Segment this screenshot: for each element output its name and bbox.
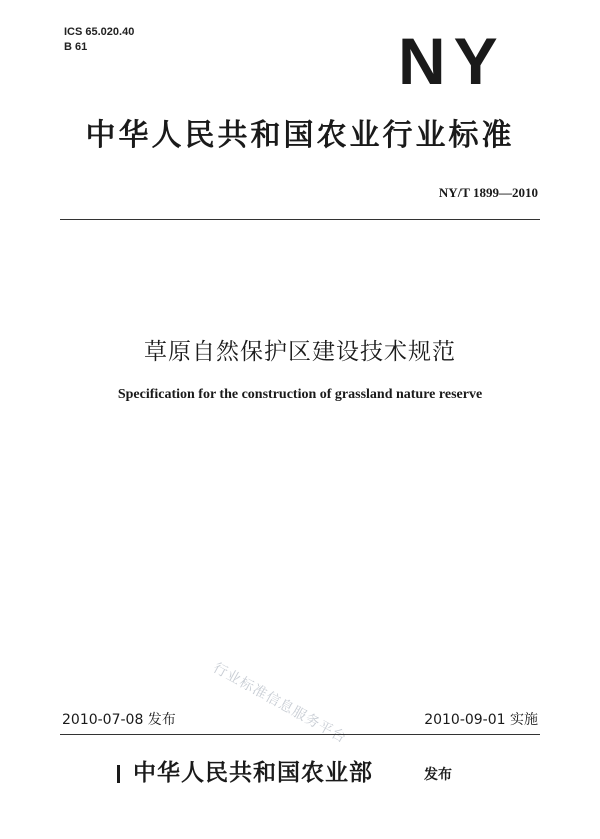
document-title-chinese: 草原自然保护区建设技术规范 (144, 339, 456, 365)
bottom-divider (60, 734, 540, 735)
standard-type-title: 中华人民共和国农业行业标准 (85, 118, 515, 153)
classification-code: B 61 (64, 41, 88, 53)
watermark: 行业标准信息服务平台 (210, 660, 350, 747)
publisher-marker (117, 765, 120, 783)
document-title-english: Specification for the construction of grassland nature reserve (117, 387, 483, 402)
publisher-name: 中华人民共和国农业部 (133, 760, 373, 786)
standard-number: NY/T 1899—2010 (438, 185, 538, 200)
top-divider (60, 219, 540, 220)
publisher-suffix: 发布 (424, 767, 452, 783)
implementation-date: 2010-09-01 实施 (424, 712, 538, 728)
ny-logo: NY (398, 24, 506, 98)
issue-date: 2010-07-08 发布 (62, 712, 176, 728)
ics-code: ICS 65.020.40 (64, 26, 135, 38)
